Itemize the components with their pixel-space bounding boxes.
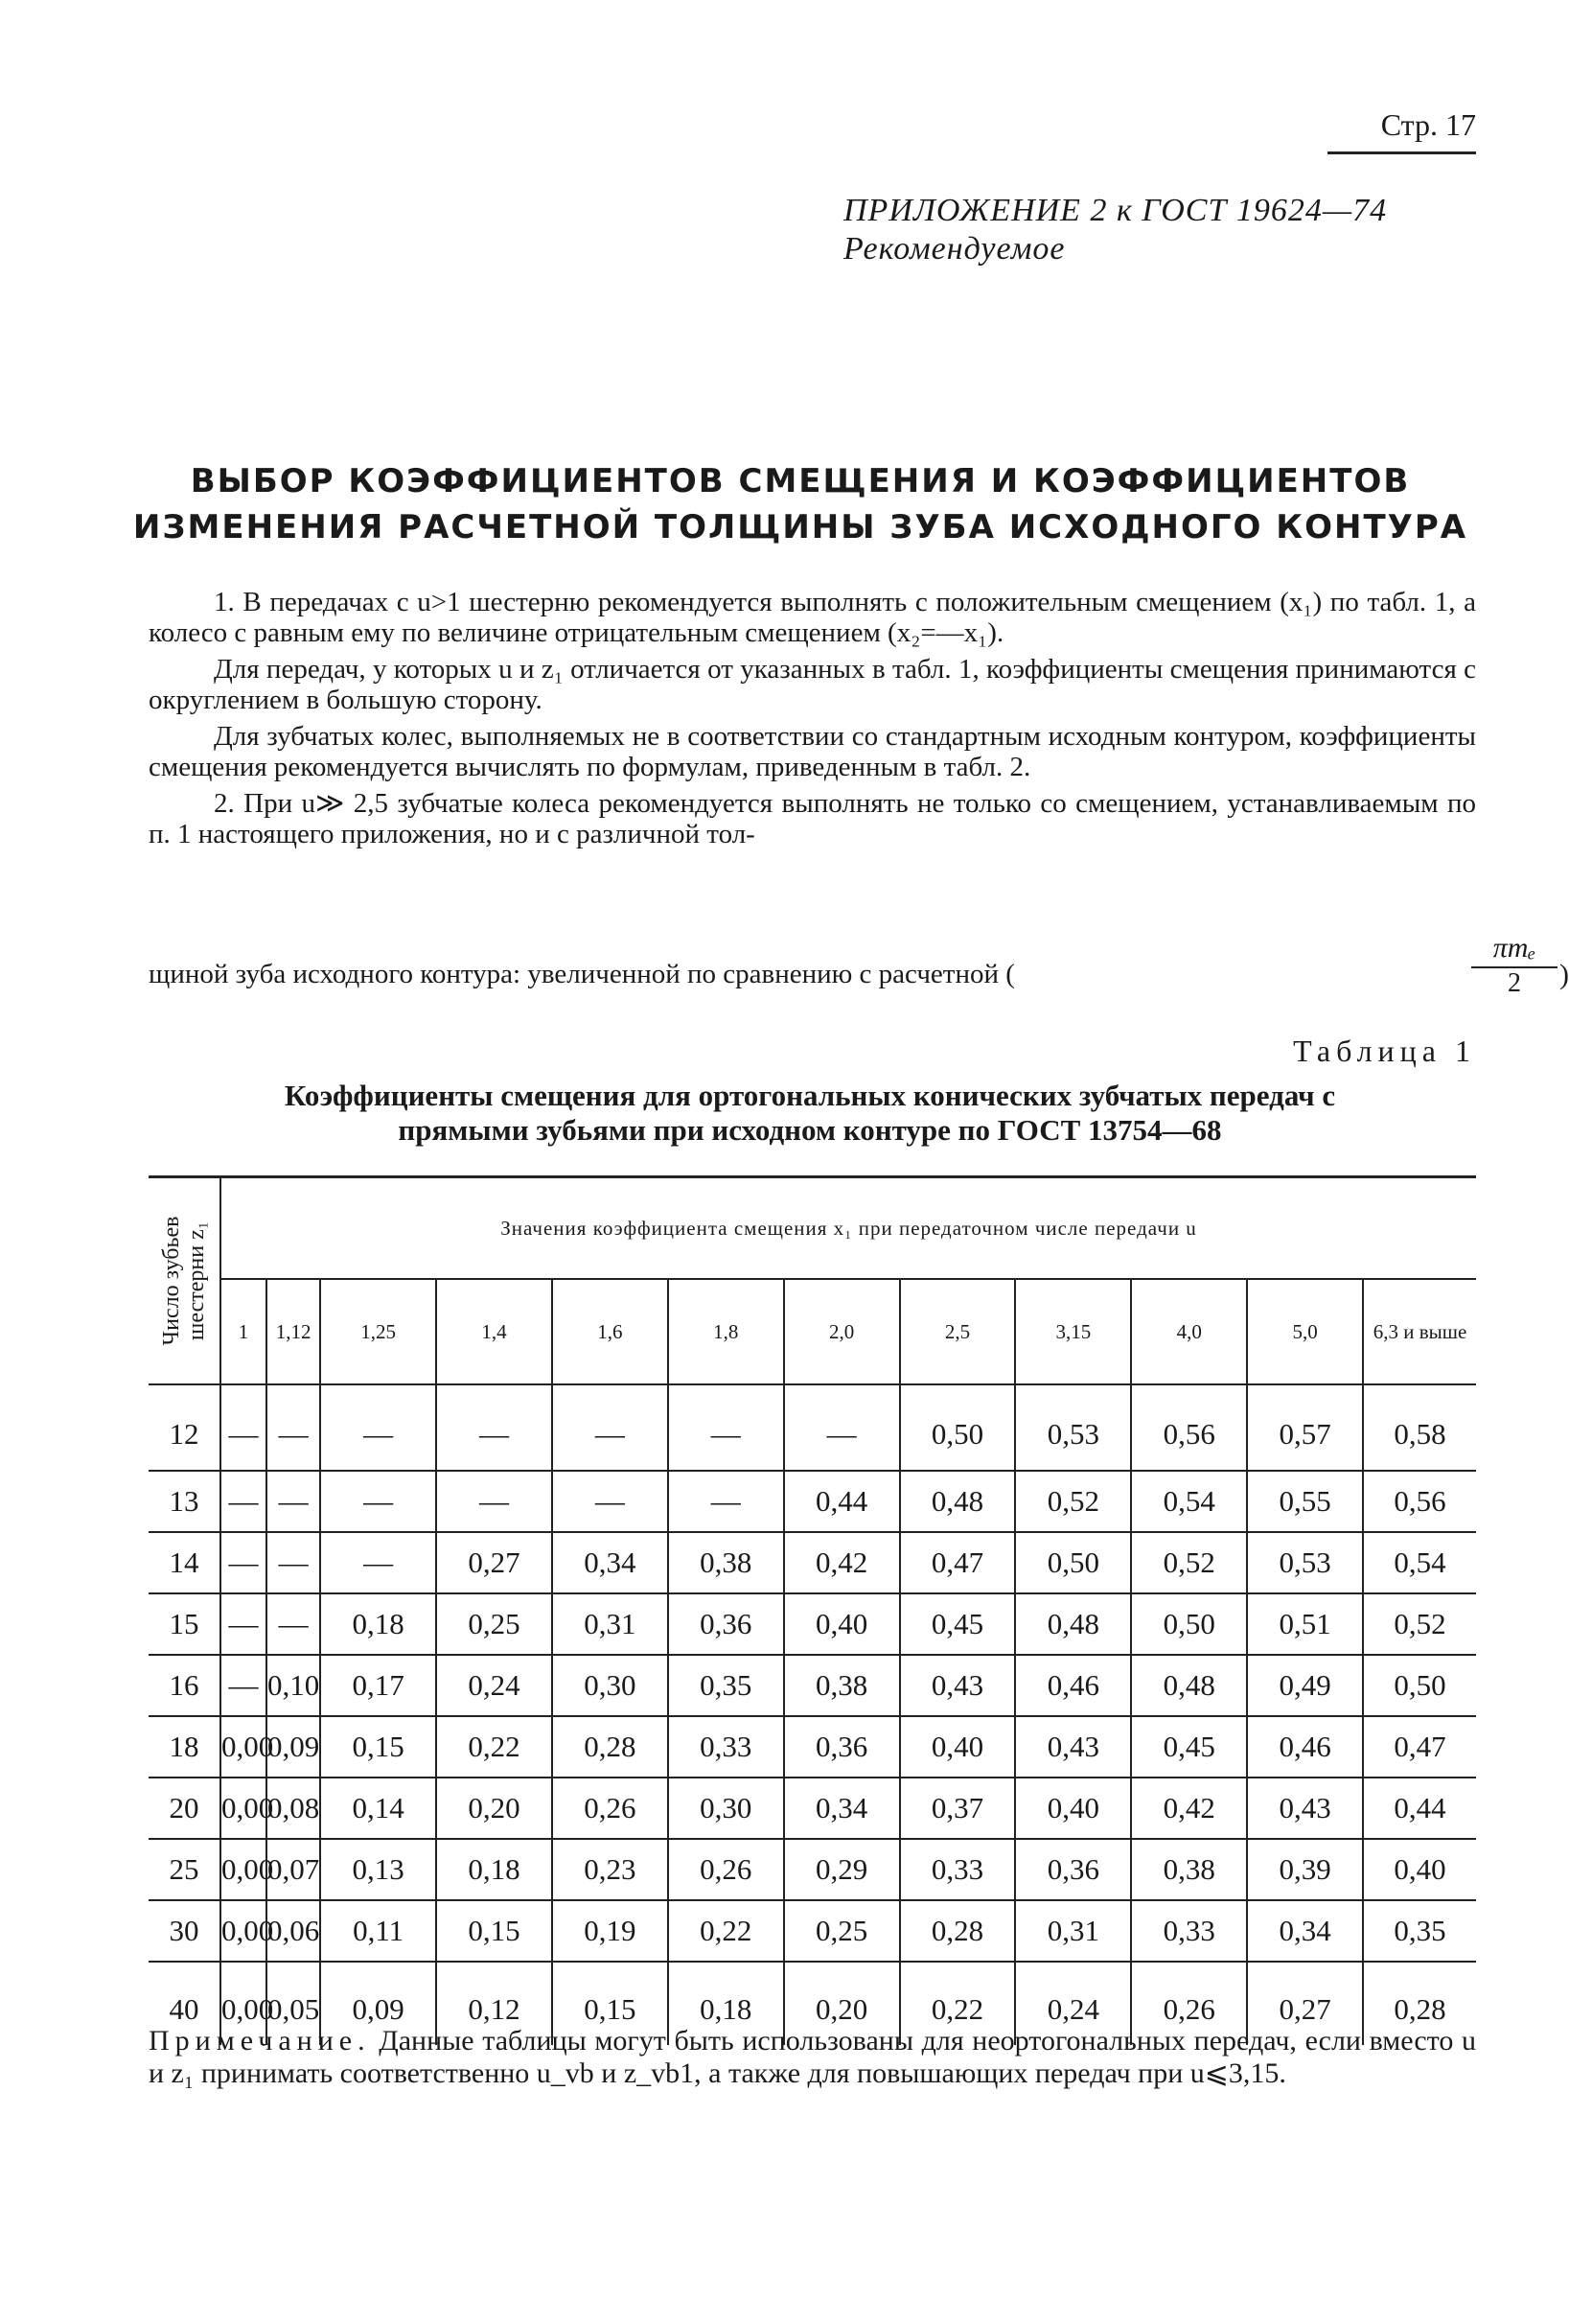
value-cell: 0,53 xyxy=(1247,1532,1363,1593)
value-cell: 0,22 xyxy=(668,1900,784,1962)
value-cell: 0,22 xyxy=(900,1962,1016,2045)
z-cell: 18 xyxy=(149,1716,220,1778)
value-cell: 0,42 xyxy=(1131,1778,1247,1839)
value-cell: 0,42 xyxy=(784,1532,900,1593)
z-header-line-1: Число зубьев xyxy=(159,1216,184,1346)
value-cell: 0,24 xyxy=(436,1655,552,1716)
u-header-cell: 3,15 xyxy=(1015,1279,1131,1384)
value-cell: 0,35 xyxy=(668,1655,784,1716)
value-cell: 0,38 xyxy=(1131,1839,1247,1900)
value-cell: 0,36 xyxy=(1015,1839,1131,1900)
value-cell: — xyxy=(784,1384,900,1471)
note-label: Примечание. xyxy=(149,2025,371,2057)
z-cell: 30 xyxy=(149,1900,220,1962)
table-row xyxy=(149,1593,1476,1655)
value-cell: 0,53 xyxy=(1015,1384,1131,1471)
appendix-subtitle: Рекомендуемое xyxy=(843,231,1066,267)
u-header-row xyxy=(149,1279,1476,1384)
value-cell: 0,30 xyxy=(668,1778,784,1839)
value-cell: — xyxy=(320,1532,436,1593)
u-header-cell: 2,0 xyxy=(784,1279,900,1384)
table-row xyxy=(149,1471,1476,1532)
value-cell: 0,00 xyxy=(220,1839,266,1900)
value-cell: 0,48 xyxy=(1015,1593,1131,1655)
value-cell: 0,06 xyxy=(266,1900,320,1962)
u-header-cell: 1,25 xyxy=(320,1279,436,1384)
value-cell: — xyxy=(220,1655,266,1716)
value-cell: 0,47 xyxy=(1363,1716,1476,1778)
paragraph-2: Для передач, у которых u и z₁ отличается от указанных в табл. 1, коэффициенты смещения принимаются с округлением в большую сторону. xyxy=(149,654,1476,715)
value-cell: 0,08 xyxy=(266,1778,320,1839)
value-cell: 0,49 xyxy=(1247,1655,1363,1716)
note-text: Данные таблицы могут быть использованы для неортогональных передач, если вместо u и z₁ принимать соответственно u_vb и z_vb1, а также для повышающих передач при u⩽3,15. xyxy=(149,2025,1476,2089)
body-text xyxy=(149,587,1476,855)
table-row xyxy=(149,1655,1476,1716)
u-header-cell: 5,0 xyxy=(1247,1279,1363,1384)
u-header-cell: 1,4 xyxy=(436,1279,552,1384)
value-cell: 0,00 xyxy=(220,1716,266,1778)
value-cell: 0,18 xyxy=(320,1593,436,1655)
value-cell: 0,48 xyxy=(900,1471,1016,1532)
paragraph-3: Для зубчатых колес, выполняемых не в соответствии со стандартным исходным контуром, коэффициенты смещения рекомендуется вычислять по формулам, приведенным в табл. 2. xyxy=(149,721,1476,782)
value-cell: 0,15 xyxy=(436,1900,552,1962)
value-cell: — xyxy=(668,1384,784,1471)
appendix-header xyxy=(843,192,1387,268)
value-cell: 0,33 xyxy=(668,1716,784,1778)
value-cell: 0,36 xyxy=(784,1716,900,1778)
value-cell: 0,26 xyxy=(1131,1962,1247,2045)
value-cell: 0,26 xyxy=(668,1839,784,1900)
z-header-line-2: шестерни z₁ xyxy=(184,1220,209,1341)
table-note xyxy=(149,2025,1476,2090)
value-cell: 0,40 xyxy=(900,1716,1016,1778)
value-cell: 0,46 xyxy=(1015,1655,1131,1716)
value-cell: 0,38 xyxy=(784,1655,900,1716)
value-cell: — xyxy=(552,1384,668,1471)
value-cell: 0,40 xyxy=(1015,1778,1131,1839)
heading-line-1: ВЫБОР КОЭФФИЦИЕНТОВ СМЕЩЕНИЯ И КОЭФФИЦИЕНТОВ xyxy=(190,462,1411,500)
z-cell: 16 xyxy=(149,1655,220,1716)
value-cell: — xyxy=(266,1471,320,1532)
paragraph-1: 1. В передачах с u>1 шестерню рекомендуется выполнять с положительным смещением (x₁) по табл. 1, а колесо с равным ему по величине отрицательным смещением (x₂=—x₁). xyxy=(149,587,1476,648)
value-cell: 0,00 xyxy=(220,1778,266,1839)
heading-line-2: ИЗМЕНЕНИЯ РАСЧЕТНОЙ ТОЛЩИНЫ ЗУБА ИСХОДНОГО КОНТУРА xyxy=(132,508,1468,546)
value-cell: 0,43 xyxy=(1247,1778,1363,1839)
value-cell: 0,27 xyxy=(1247,1962,1363,2045)
value-cell: 0,31 xyxy=(1015,1900,1131,1962)
value-cell: 0,50 xyxy=(1131,1593,1247,1655)
document-heading xyxy=(125,458,1476,550)
value-cell: 0,54 xyxy=(1131,1471,1247,1532)
value-cell: 0,52 xyxy=(1363,1593,1476,1655)
value-cell: 0,28 xyxy=(552,1716,668,1778)
value-cell: 0,12 xyxy=(436,1962,552,2045)
value-cell: 0,00 xyxy=(220,1900,266,1962)
table-row xyxy=(149,1839,1476,1900)
value-cell: 0,43 xyxy=(900,1655,1016,1716)
value-cell: 0,09 xyxy=(266,1716,320,1778)
table-row xyxy=(149,1716,1476,1778)
table-row xyxy=(149,1900,1476,1962)
value-cell: 0,56 xyxy=(1131,1384,1247,1471)
fraction xyxy=(1471,932,1557,999)
value-cell: 0,44 xyxy=(1363,1778,1476,1839)
page-number: Стр. 17 xyxy=(1380,107,1476,142)
z-cell: 12 xyxy=(149,1384,220,1471)
value-cell: 0,15 xyxy=(552,1962,668,2045)
u-header-cell: 6,3 и выше xyxy=(1363,1279,1476,1384)
value-cell: 0,15 xyxy=(320,1716,436,1778)
value-cell: 0,39 xyxy=(1247,1839,1363,1900)
value-cell: 0,05 xyxy=(266,1962,320,2045)
z-column-header xyxy=(149,1177,220,1385)
value-cell: — xyxy=(220,1593,266,1655)
table-row xyxy=(149,1778,1476,1839)
value-cell: 0,51 xyxy=(1247,1593,1363,1655)
value-cell: 0,57 xyxy=(1247,1384,1363,1471)
value-cell: 0,34 xyxy=(1247,1900,1363,1962)
coefficient-table xyxy=(149,1175,1476,2045)
z-cell: 14 xyxy=(149,1532,220,1593)
value-cell: 0,34 xyxy=(784,1778,900,1839)
z-cell: 13 xyxy=(149,1471,220,1532)
table-title xyxy=(144,1079,1476,1148)
value-cell: 0,09 xyxy=(320,1962,436,2045)
value-cell: 0,45 xyxy=(900,1593,1016,1655)
value-cell: 0,18 xyxy=(436,1839,552,1900)
paragraph-5-line xyxy=(149,932,1569,999)
value-cell: 0,20 xyxy=(436,1778,552,1839)
table-title-line-1: Коэффициенты смещения для ортогональных конических зубчатых передач с xyxy=(284,1079,1336,1112)
z-cell: 40 xyxy=(149,1962,220,2045)
value-cell: 0,33 xyxy=(1131,1900,1247,1962)
fraction-close-paren: ) xyxy=(1559,959,1569,990)
u-header-cell: 1,12 xyxy=(266,1279,320,1384)
table-label: Таблица 1 xyxy=(1293,1034,1476,1068)
value-cell: 0,43 xyxy=(1015,1716,1131,1778)
value-cell: 0,20 xyxy=(784,1962,900,2045)
z-cell: 15 xyxy=(149,1593,220,1655)
value-cell: 0,19 xyxy=(552,1900,668,1962)
z-cell: 25 xyxy=(149,1839,220,1900)
value-cell: 0,10 xyxy=(266,1655,320,1716)
value-cell: 0,13 xyxy=(320,1839,436,1900)
value-cell: 0,44 xyxy=(784,1471,900,1532)
value-cell: 0,28 xyxy=(900,1900,1016,1962)
z-column-header-label xyxy=(159,1217,209,1346)
table-title-line-2: прямыми зубьями при исходном контуре по ГОСТ 13754—68 xyxy=(398,1113,1222,1147)
value-cell: 0,29 xyxy=(784,1839,900,1900)
value-cell: 0,40 xyxy=(1363,1839,1476,1900)
value-cell: 0,46 xyxy=(1247,1716,1363,1778)
value-cell: 0,55 xyxy=(1247,1471,1363,1532)
value-cell: 0,31 xyxy=(552,1593,668,1655)
value-cell: — xyxy=(436,1384,552,1471)
value-cell: 0,00 xyxy=(220,1962,266,2045)
value-cell: 0,36 xyxy=(668,1593,784,1655)
table-row xyxy=(149,1384,1476,1471)
value-cell: 0,45 xyxy=(1131,1716,1247,1778)
value-cell: 0,07 xyxy=(266,1839,320,1900)
value-cell: 0,50 xyxy=(900,1384,1016,1471)
value-cell: 0,35 xyxy=(1363,1900,1476,1962)
value-cell: 0,40 xyxy=(784,1593,900,1655)
value-cell: 0,47 xyxy=(900,1532,1016,1593)
value-cell: — xyxy=(220,1384,266,1471)
value-cell: — xyxy=(668,1471,784,1532)
value-cell: 0,33 xyxy=(900,1839,1016,1900)
value-cell: 0,50 xyxy=(1015,1532,1131,1593)
table-row xyxy=(149,1532,1476,1593)
value-cell: 0,26 xyxy=(552,1778,668,1839)
value-cell: 0,30 xyxy=(552,1655,668,1716)
value-cell: — xyxy=(266,1532,320,1593)
value-cell: 0,11 xyxy=(320,1900,436,1962)
appendix-title: ПРИЛОЖЕНИЕ 2 к ГОСТ 19624—74 xyxy=(843,193,1388,228)
u-header-cell: 1,6 xyxy=(552,1279,668,1384)
value-cell: 0,17 xyxy=(320,1655,436,1716)
u-span-header: Значения коэффициента смещения x₁ при передаточном числе передачи u xyxy=(220,1177,1476,1280)
value-cell: — xyxy=(320,1471,436,1532)
page-number-rule xyxy=(1327,151,1476,154)
fraction-numerator: πmₑ xyxy=(1471,932,1557,968)
z-cell: 20 xyxy=(149,1778,220,1839)
value-cell: 0,38 xyxy=(668,1532,784,1593)
value-cell: — xyxy=(320,1384,436,1471)
fraction-denominator: 2 xyxy=(1508,968,1521,998)
value-cell: 0,52 xyxy=(1131,1532,1247,1593)
value-cell: 0,37 xyxy=(900,1778,1016,1839)
value-cell: 0,56 xyxy=(1363,1471,1476,1532)
value-cell: — xyxy=(220,1532,266,1593)
value-cell: 0,34 xyxy=(552,1532,668,1593)
u-header-cell: 4,0 xyxy=(1131,1279,1247,1384)
value-cell: 0,25 xyxy=(784,1900,900,1962)
value-cell: 0,28 xyxy=(1394,1992,1446,2026)
value-cell: 0,18 xyxy=(668,1962,784,2045)
value-cell: 0,14 xyxy=(320,1778,436,1839)
value-cell: 0,54 xyxy=(1363,1532,1476,1593)
value-cell: 0,22 xyxy=(436,1716,552,1778)
value-cell: — xyxy=(220,1471,266,1532)
value-cell: — xyxy=(266,1384,320,1471)
value-cell: 0,27 xyxy=(436,1532,552,1593)
table-body xyxy=(149,1384,1476,2045)
value-cell: — xyxy=(436,1471,552,1532)
value-cell: 0,23 xyxy=(552,1839,668,1900)
paragraph-4: 2. При u≫ 2,5 зубчатые колеса рекомендуется выполнять не только со смещением, устанавливаемым по п. 1 настоящего приложения, но и с различной тол- xyxy=(149,788,1476,849)
value-cell: — xyxy=(266,1593,320,1655)
u-header-cell: 1,8 xyxy=(668,1279,784,1384)
value-cell: 0,50 xyxy=(1363,1655,1476,1716)
u-header-cell: 1 xyxy=(220,1279,266,1384)
value-cell: 0,25 xyxy=(436,1593,552,1655)
paragraph-5: щиной зуба исходного контура: увеличенной по сравнению с расчетной ( xyxy=(149,959,1015,989)
value-cell: 0,52 xyxy=(1015,1471,1131,1532)
value-cell: — xyxy=(552,1471,668,1532)
value-cell: 0,48 xyxy=(1131,1655,1247,1716)
value-cell: 0,58 xyxy=(1363,1384,1476,1471)
value-cell: 0,24 xyxy=(1015,1962,1131,2045)
u-header-cell: 2,5 xyxy=(900,1279,1016,1384)
